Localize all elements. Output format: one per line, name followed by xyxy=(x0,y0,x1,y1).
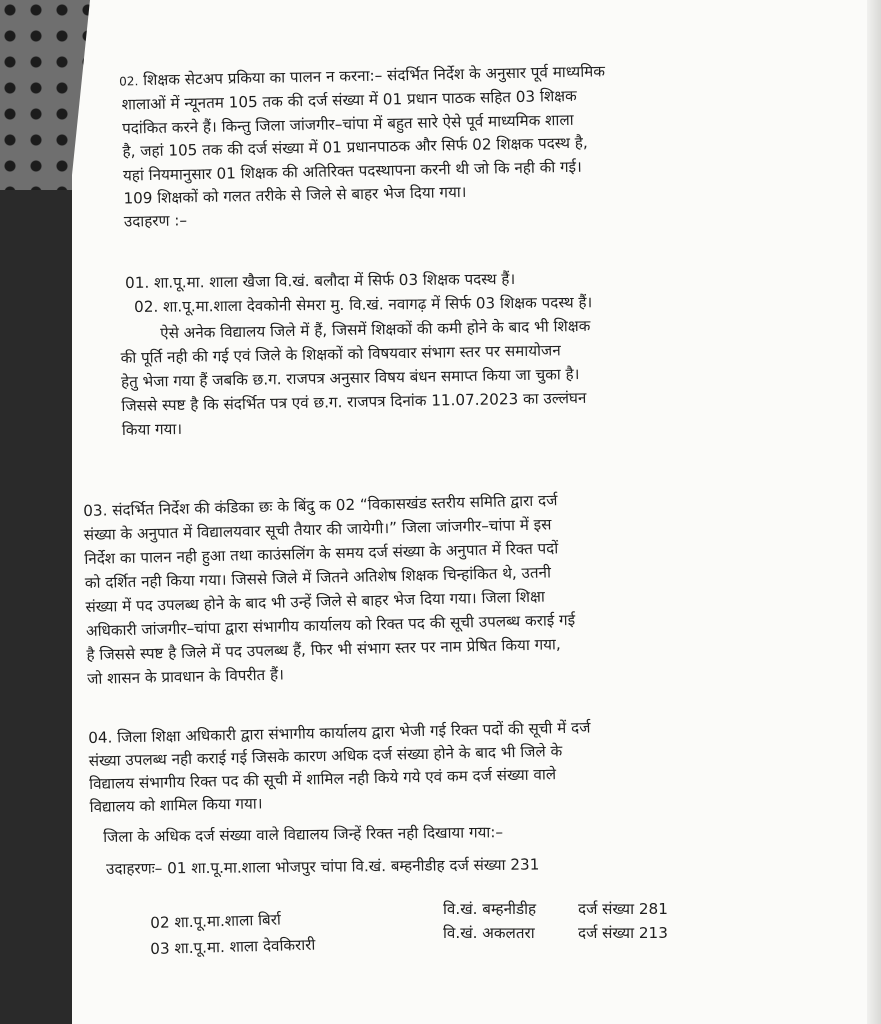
text-line: हेतु भेजा गया हैं जबकि छ.ग. राजपत्र अनुसार विषय बंधन समाप्त किया जा चुका है। xyxy=(120,364,580,391)
section-04 xyxy=(88,716,592,818)
text-line: संख्या में पद उपलब्ध होने के बाद भी उन्हें जिले से बाहर भेज दिया गया। जिला शिक्षा xyxy=(85,587,546,616)
example-1: 01. शा.पू.मा. शाला खैजा वि.खं. बलौदा में सिर्फ 03 शिक्षक पदस्थ हैं। xyxy=(125,269,516,292)
list-row-3-school: 03 शा.पू.मा. शाला देवकिरारी xyxy=(150,935,316,958)
section-03 xyxy=(83,488,576,691)
text-line: ऐसे अनेक विद्यालय जिले में हैं, जिसमें शिक्षकों की कमी होने के बाद भी शिक्षक xyxy=(160,316,591,343)
text-line: संख्या उपलब्ध नही कराई गई जिसके कारण अधिक दर्ज संख्या होने के बाद भी जिले के xyxy=(88,742,563,770)
text-line: निर्देश का पालन नही हुआ तथा काउंसलिंग के समय दर्ज संख्या के अनुपात में रिक्त पदों xyxy=(84,539,559,568)
page-edge xyxy=(867,0,881,1024)
text-line: है जिससे स्पष्ट है जिले में पद उपलब्ध हैं, फिर भी संभाग स्तर पर नाम प्रेषित किया गया, xyxy=(86,635,561,664)
text-line: 04. जिला शिक्षा अधिकारी द्वारा संभागीय कार्यालय द्वारा भेजी गई रिक्त पदों की सूची में दर्ज xyxy=(88,718,591,747)
text-line: पदांकित करने हैं। किन्तु जिला जांजगीर–चांपा में बहुत सारे ऐसे पूर्व माध्यमिक शाला xyxy=(121,110,574,138)
text-line: यहां नियमानुसार 01 शिक्षक की अतिरिक्त पदस्थापना करनी थी जो कि नही की गई। xyxy=(122,157,582,185)
list-row-3-block: वि.खं. अकलतरा xyxy=(443,924,535,942)
section-02 xyxy=(97,60,608,235)
text-line: विद्यालय को शामिल किया गया। xyxy=(89,794,263,816)
list-row-2-block: वि.खं. बम्हनीडीह xyxy=(443,900,537,918)
text-line: 02. शिक्षक सेटअप प्रकिया का पालन न करना:– संदर्भित निर्देश के अनुसार पूर्व माध्यमिक xyxy=(119,62,606,90)
text-line: 03. संदर्भित निर्देश की कंडिका छः के बिंदु क 02 “विकासखंड स्तरीय समिति द्वारा दर्ज xyxy=(83,491,558,520)
text-line: 109 शिक्षकों को गलत तरीके से जिले से बाहर भेज दिया गया। xyxy=(123,182,467,208)
list-intro: जिला के अधिक दर्ज संख्या वाले विद्यालय जिन्हें रिक्त नही दिखाया गया:– xyxy=(103,823,504,846)
section-02-paragraph xyxy=(120,314,592,442)
example-2: 02. शा.पू.मा.शाला देवकोनी सेमरा मु. वि.खं. नवागढ़ में सिर्फ 03 शिक्षक पदस्थ हैं। xyxy=(134,293,593,316)
list-row-2-count: दर्ज संख्या 281 xyxy=(578,900,668,918)
list-row-3-count: दर्ज संख्या 213 xyxy=(578,924,668,942)
text-line: की पूर्ति नही की गई एवं जिले के शिक्षकों को विषयवार संभाग स्तर पर समायोजन xyxy=(120,341,561,367)
text-line: जो शासन के प्रावधान के विपरीत हैं। xyxy=(86,665,285,688)
text-line: को दर्शित नही किया गया। जिससे जिले में जितने अतिशेष शिक्षक चिन्हांकित थे, उतनी xyxy=(84,563,552,592)
text-line: किया गया। xyxy=(121,419,183,439)
text-line: संख्या के अनुपात में विद्यालयवार सूची तैयार की जायेगी।” जिला जांजगीर–चांपा में इस xyxy=(83,515,552,544)
text-line: जिससे स्पष्ट है कि संदर्भित पत्र एवं छ.ग. राजपत्र दिनांक 11.07.2023 का उल्लंघन xyxy=(121,388,587,415)
text-line: विद्यालय संभागीय रिक्त पद की सूची में शामिल नही किये गये एवं कम दर्ज संख्या वाले xyxy=(89,765,557,793)
text-line: शालाओं में न्यूनतम 105 तक की दर्ज संख्या में 01 प्रधान पाठक सहित 03 शिक्षक xyxy=(121,87,577,114)
text-line: है, जहां 105 तक की दर्ज संख्या में 01 प्रधानपाठक और सिर्फ 02 शिक्षक पदस्थ है, xyxy=(122,133,588,161)
text-line: अधिकारी जांजगीर–चांपा द्वारा संभागीय कार्यालय को रिक्त पद की सूची उपलब्ध कराई गई xyxy=(85,610,576,640)
list-row-1: उदाहरणः– 01 शा.पू.मा.शाला भोजपुर चांपा वि.खं. बम्हनीडीह दर्ज संख्या 231 xyxy=(106,855,540,878)
text-line: उदाहरण :– xyxy=(123,211,188,231)
list-row-2-school: 02 शा.पू.मा.शाला बिर्रा xyxy=(150,910,282,932)
section-number: 02. xyxy=(119,74,139,89)
